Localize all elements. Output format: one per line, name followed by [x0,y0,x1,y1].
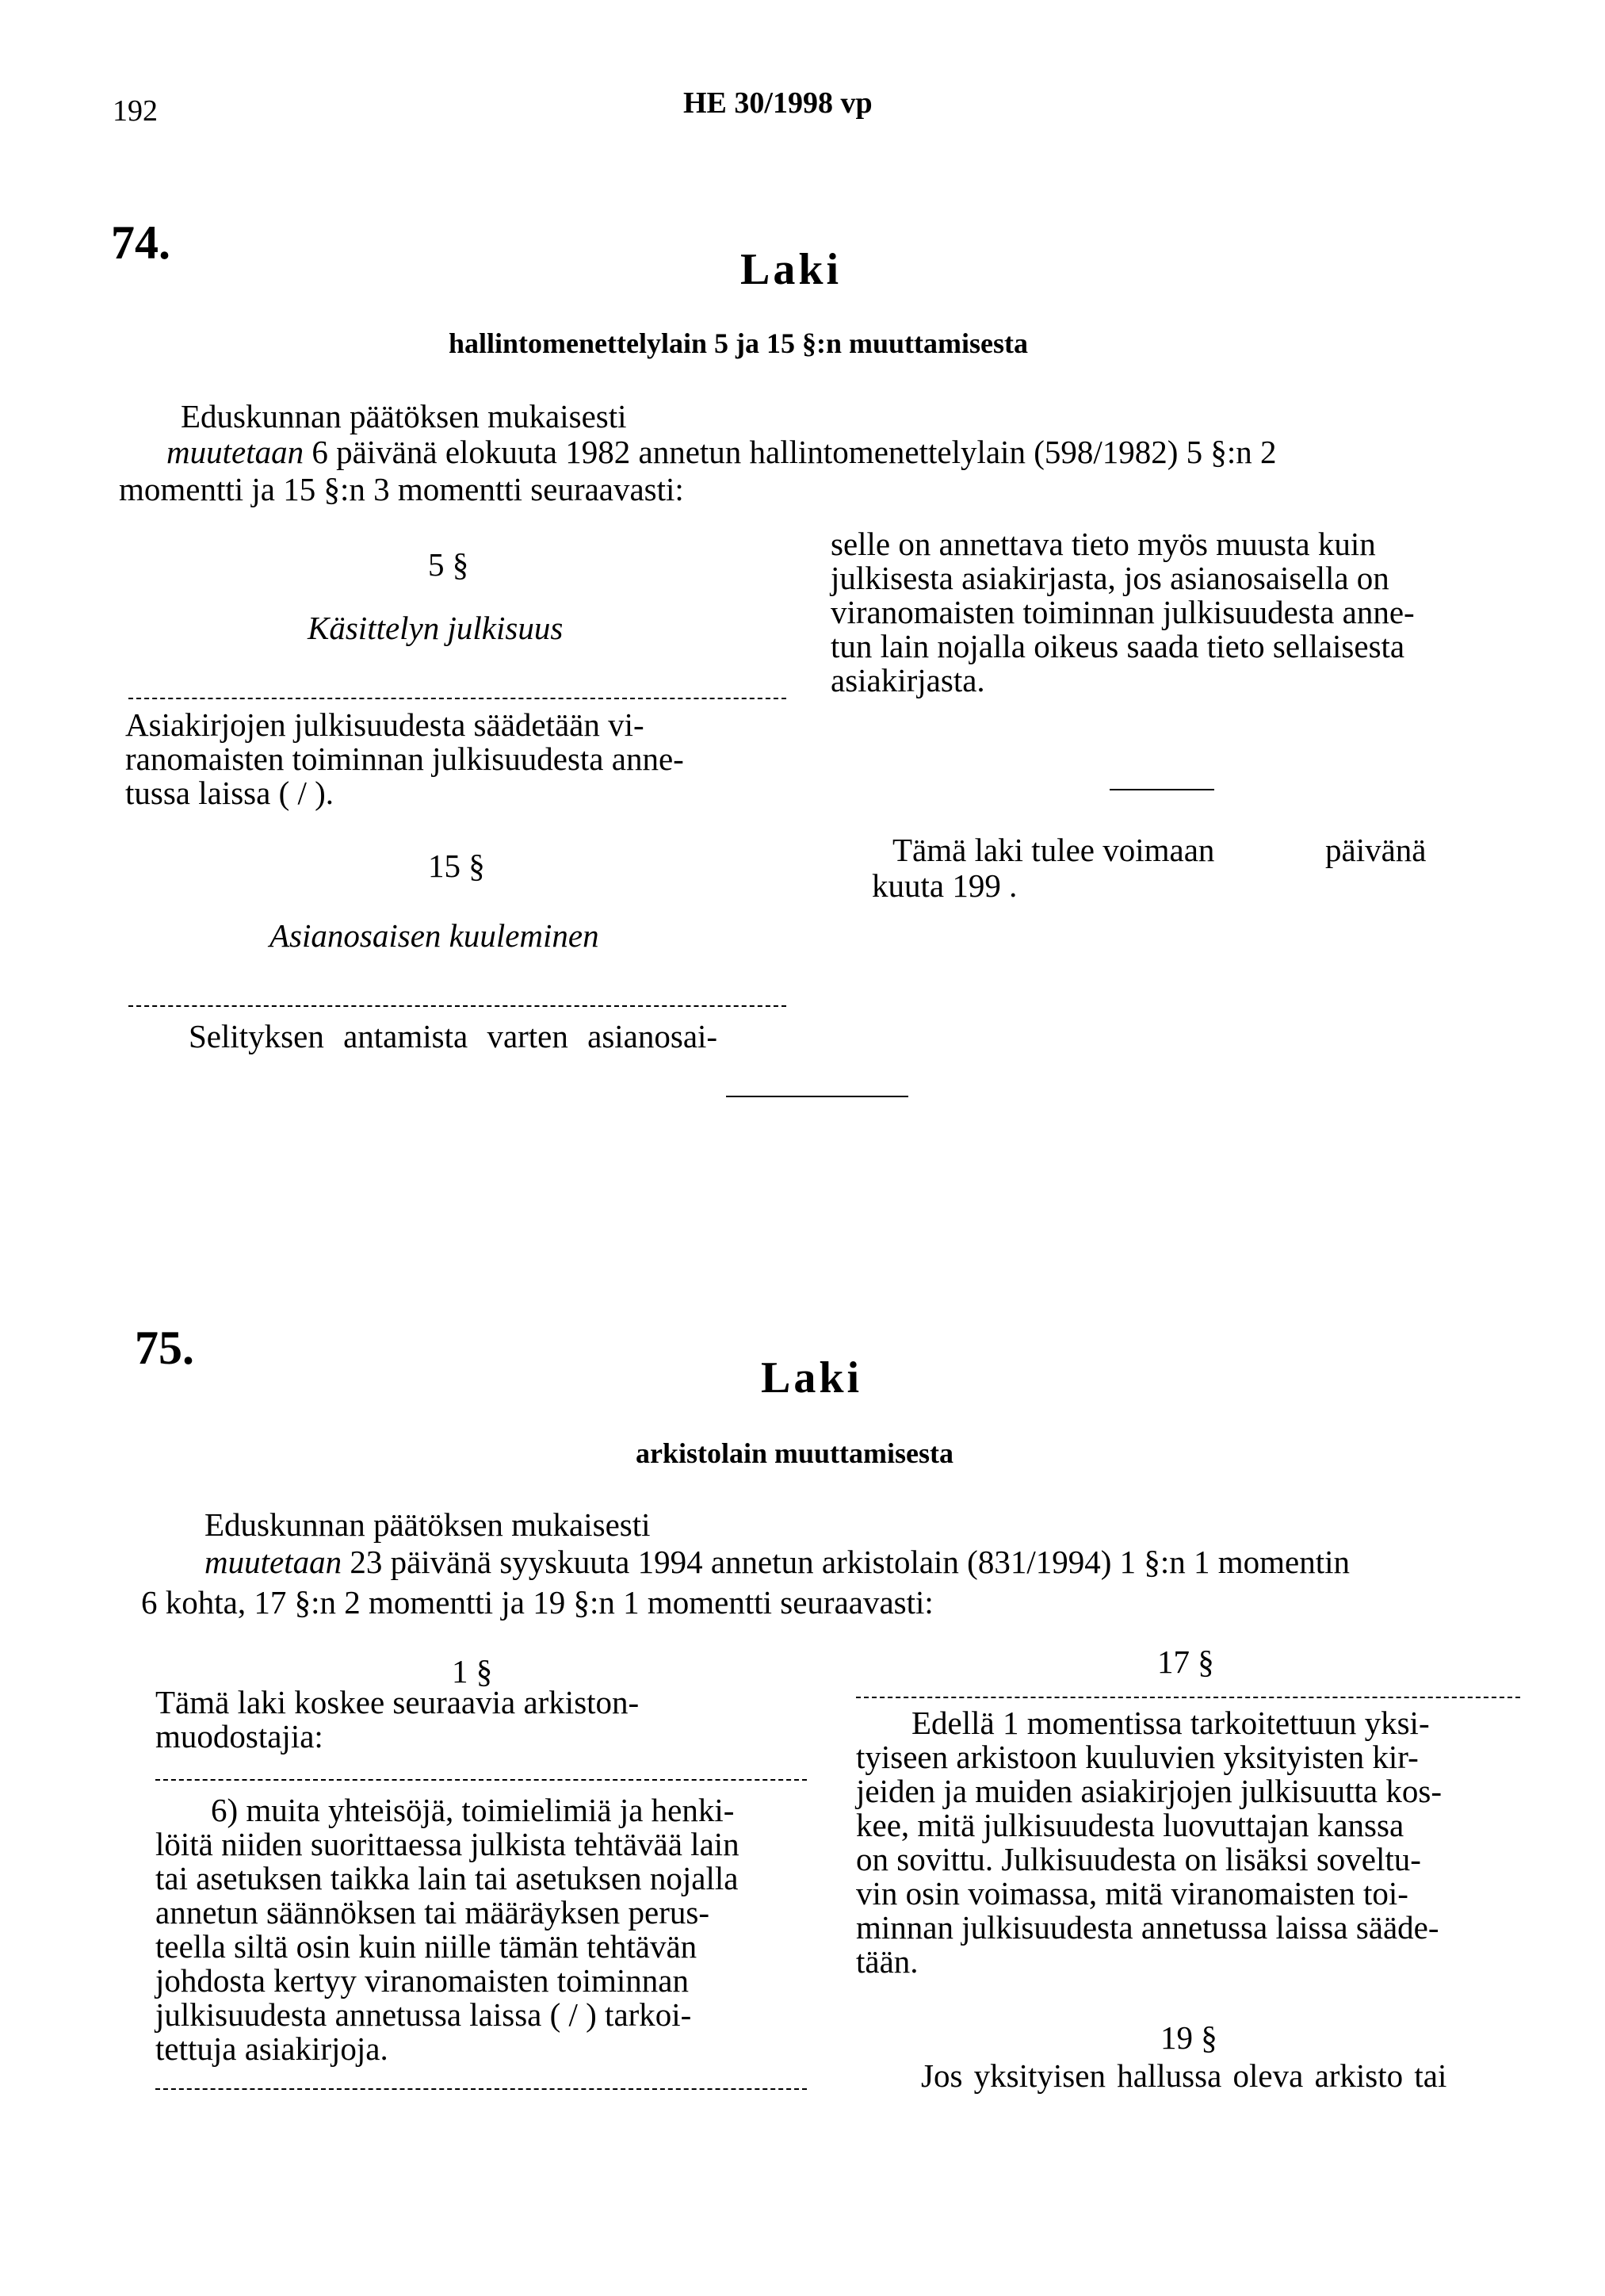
law75-title: Laki [761,1353,863,1402]
law74-end-rule [726,1096,908,1097]
law74-sec5-heading: Käsittelyn julkisuus [308,610,564,646]
law75-sec17-dashes [856,1697,1520,1698]
law74-preamble-line1: Eduskunnan päätöksen mukaisesti [181,398,627,434]
law74-preamble-italic: muutetaan [166,434,304,470]
law74-right-line: asiakirjasta. [831,662,985,698]
law75-sec1-line: muodostajia: [155,1718,323,1755]
law74-right-line: julkisesta asiakirjasta, jos asianosaisella on [831,560,1389,596]
law75-subtitle: arkistolain muuttamisesta [636,1437,954,1469]
law75-sec1-item-line: johdosta kertyy viranomaisten toiminnan [155,1962,689,1999]
law74-subtitle: hallintomenettelylain 5 ja 15 §:n muuttamisesta [449,327,1028,359]
law74-entry-line1: Tämä laki tulee voimaan [892,832,1215,868]
law74-right-line: tun lain nojalla oikeus saada tieto sellaisesta [831,628,1405,664]
page-number: 192 [113,94,158,128]
law75-sec17-line: tään. [856,1943,919,1980]
law74-sec5-dashes [128,698,786,699]
law75-sec1-item-line: julkisuudesta annetussa laissa ( / ) tarkoi- [155,1996,692,2033]
law75-sec1-item-line: 6) muita yhteisöjä, toimielimiä ja henki- [211,1792,735,1828]
law75-preamble-line3: 6 kohta, 17 §:n 2 momentti ja 19 §:n 1 momentti seuraavasti: [141,1584,934,1621]
law74-sec5-line: ranomaisten toiminnan julkisuudesta anne- [125,740,684,777]
law75-sec17-line: Edellä 1 momentissa tarkoitettuun yksi- [911,1705,1430,1741]
law75-sec17-line: on sovittu. Julkisuudesta on lisäksi soveltu- [856,1841,1421,1877]
law75-sec17-line: jeiden ja muiden asiakirjojen julkisuutta kos- [856,1773,1442,1809]
law75-preamble-line2: 23 päivänä syyskuuta 1994 annetun arkistolain (831/1994) 1 §:n 1 momentin [350,1544,1351,1580]
law75-sec1-item [155,1793,807,2066]
law75-sec1-item-line: tettuja asiakirjoja. [155,2030,388,2067]
law75-sec1-item-line: teella siltä osin kuin niille tämän tehtävän [155,1928,697,1965]
law75-sec1-dashes-top [155,1779,807,1781]
law74-entry-line2: kuuta 199 . [872,867,1018,904]
document-id: HE 30/1998 vp [683,86,873,120]
law74-sec15-text: Selityksen antamista varten asianosai- [189,1018,718,1054]
law75-sec1-number: 1 § [452,1653,493,1689]
law75-sec17-line: tyiseen arkistoon kuuluvien yksityisten kir- [856,1739,1419,1775]
law75-sec17-line: vin osin voimassa, mitä viranomaisten toi- [856,1875,1408,1911]
law74-number: 74. [111,216,170,269]
law75-sec1-dashes-bottom [155,2088,807,2090]
law74-sec15-number: 15 § [428,848,485,884]
law75-sec17-text [856,1706,1520,1979]
law74-preamble-line3: momentti ja 15 §:n 3 momentti seuraavasti: [119,471,684,507]
law75-preamble-line2-wrap [204,1542,1350,1582]
law75-sec17-line: minnan julkisuudesta annetussa laissa sääde- [856,1909,1439,1946]
law75-sec19-text: Jos yksityisen hallussa oleva arkisto tai [921,2057,1447,2094]
law74-title: Laki [740,245,843,294]
law74-preamble-line2-wrap [166,432,1277,472]
law75-sec17-line: kee, mitä julkisuudesta luovuttajan kanssa [856,1807,1404,1843]
law75-sec1-text [155,1686,807,1754]
law74-sec5-text [125,708,799,810]
law75-sec19-number: 19 § [1160,2019,1217,2056]
law74-sec5-number: 5 § [428,546,469,583]
law74-right-rule [1110,789,1214,790]
law74-right-line: selle on annettava tieto myös muusta kuin [831,526,1376,562]
law74-sec15-heading: Asianosaisen kuuleminen [269,917,599,954]
law74-sec5-line: tussa laissa ( / ). [125,775,334,811]
law74-preamble-line2: 6 päivänä elokuuta 1982 annetun hallintomenettelylain (598/1982) 5 §:n 2 [311,434,1277,470]
law74-right-line: viranomaisten toiminnan julkisuudesta anne- [831,594,1415,630]
law75-number: 75. [135,1322,194,1374]
law75-sec17-number: 17 § [1157,1644,1214,1680]
law75-sec1-line: Tämä laki koskee seuraavia arkiston- [155,1684,640,1720]
law74-right-text [831,527,1482,698]
law75-sec1-item-line: annetun säännöksen tai määräyksen perus- [155,1894,710,1931]
law75-sec1-item-line: tai asetuksen taikka lain tai asetuksen nojalla [155,1860,739,1896]
law74-sec5-line: Asiakirjojen julkisuudesta säädetään vi- [125,706,644,743]
law75-sec1-item-line: löitä niiden suorittaessa julkista tehtävää lain [155,1826,739,1862]
law74-sec15-dashes [128,1005,786,1007]
law74-entry-day: päivänä [1325,832,1427,868]
law75-preamble-line1: Eduskunnan päätöksen mukaisesti [204,1506,651,1543]
law75-preamble-italic: muutetaan [204,1544,342,1580]
